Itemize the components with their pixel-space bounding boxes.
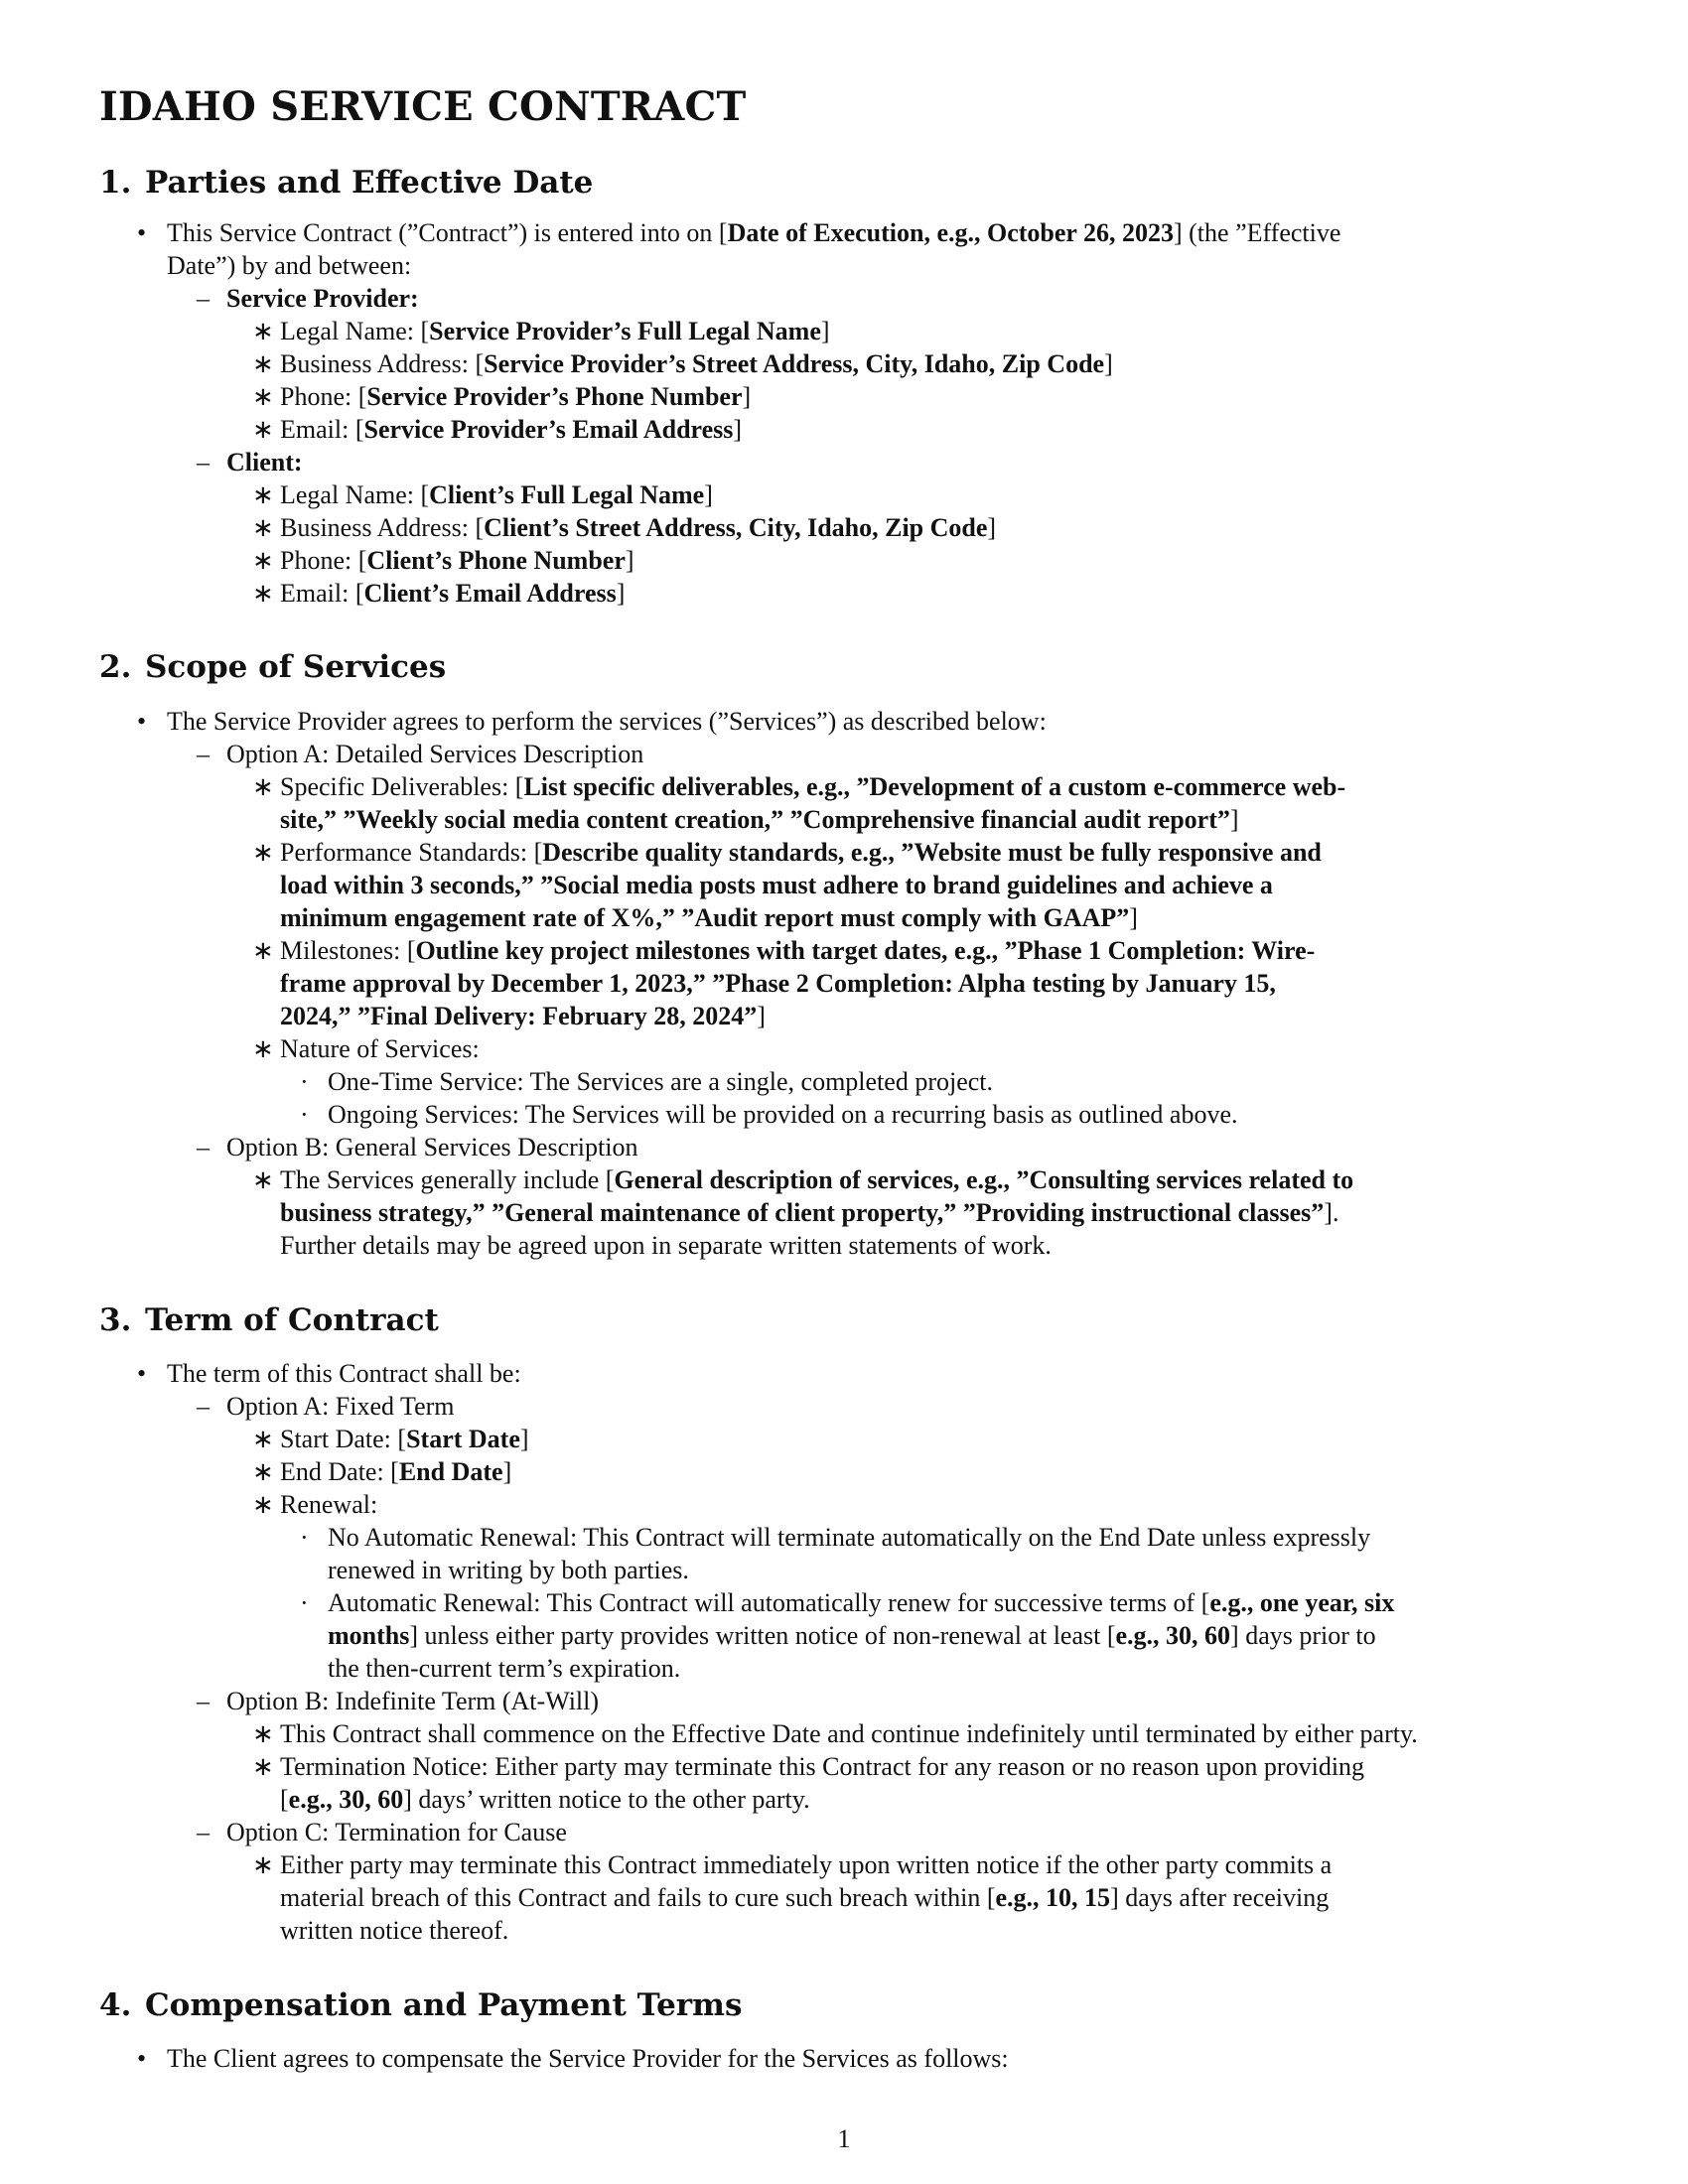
provider-email: ∗ Email: [Service Provider’s Email Address] (252, 415, 743, 444)
service-provider-label: Service Provider: (226, 284, 419, 313)
client-email: ∗ Email: [Client’s Email Address] (252, 579, 626, 608)
list-item: – Option C: Termination for Cause (197, 1818, 567, 1846)
end-date-item: ∗ End Date: [End Date] (252, 1457, 512, 1486)
provider-legal-name: ∗ Legal Name: [Service Provider’s Full Legal Name] (252, 317, 830, 345)
bullet-marker: • (137, 218, 147, 247)
client-phone: ∗ Phone: [Client’s Phone Number] (252, 546, 634, 575)
list-item: – Option A: Fixed Term (197, 1392, 455, 1421)
list-item: • This Service Contract (”Contract”) is entered into on [Date of Execution, e.g., October 26, 2023] (the ”Effective (167, 216, 1589, 249)
ongoing-services-item: · Ongoing Services: The Services will be provided on a recurring basis as outlined above. (300, 1100, 1238, 1129)
section-3-heading: 3. Term of Contract (99, 1302, 439, 1338)
document-page (99, 0, 1589, 2184)
deliverables-item: ∗ Specific Deliverables: [List specific deliverables, e.g., ”Development of a custom e-commerce web- (252, 772, 1346, 801)
section-number: 1. (99, 165, 132, 201)
section-title: Parties and Effective Date (145, 165, 594, 201)
automatic-renewal-item: · Automatic Renewal: This Contract will automatically renew for successive terms of [e.g., one year, six (300, 1588, 1395, 1617)
renewal-item: ∗ Renewal: (252, 1490, 378, 1519)
milestones-continuation: 2024,” ”Final Delivery: February 28, 2024”] (280, 1002, 766, 1030)
performance-continuation: load within 3 seconds,” ”Social media posts must adhere to brand guidelines and achieve a (280, 871, 1273, 899)
termination-for-cause-item: ∗ Either party may terminate this Contract immediately upon written notice if the other party commits a (252, 1850, 1333, 1879)
list-item: – Client: (197, 448, 303, 477)
provider-phone: ∗ Phone: [Service Provider’s Phone Number] (252, 382, 752, 411)
list-item: – Service Provider: (197, 284, 419, 313)
milestones-item: ∗ Milestones: [Outline key project milestones with target dates, e.g., ”Phase 1 Completion: Wire- (252, 936, 1316, 965)
list-item: – Option B: General Services Description (197, 1133, 638, 1161)
one-time-service-item: · One-Time Service: The Services are a single, completed project. (300, 1067, 994, 1096)
list-item: – Option A: Detailed Services Description (197, 740, 644, 768)
provider-business-address: ∗ Business Address: [Service Provider’s Street Address, City, Idaho, Zip Code] (252, 349, 1113, 378)
document-title: IDAHO SERVICE CONTRACT (99, 83, 747, 130)
client-business-address: ∗ Business Address: [Client’s Street Address, City, Idaho, Zip Code] (252, 513, 997, 542)
termination-notice-continuation: [e.g., 30, 60] days’ written notice to the other party. (280, 1785, 810, 1814)
section-1-heading (99, 165, 593, 201)
client-legal-name: ∗ Legal Name: [Client’s Full Legal Name] (252, 480, 713, 509)
termination-for-cause-continuation: written notice thereof. (280, 1916, 509, 1945)
page-number: 1 (837, 2124, 851, 2153)
general-services-item: ∗ The Services generally include [General description of services, e.g., ”Consulting services related to (252, 1165, 1354, 1194)
list-item: • The Client agrees to compensate the Service Provider for the Services as follows: (137, 2044, 1009, 2073)
general-services-continuation: Further details may be agreed upon in separate written statements of work. (280, 1231, 1052, 1260)
deliverables-continuation: site,” ”Weekly social media content creation,” ”Comprehensive financial audit report”] (280, 805, 1239, 834)
section-4-heading: 4. Compensation and Payment Terms (99, 1987, 743, 2023)
list-item: • The Service Provider agrees to perform the services (”Services”) as described below: (137, 707, 1047, 736)
list-item: • The term of this Contract shall be: (137, 1359, 521, 1388)
no-automatic-renewal-continuation: renewed in writing by both parties. (328, 1556, 689, 1584)
nature-of-services-item: ∗ Nature of Services: (252, 1034, 480, 1063)
general-services-continuation: business strategy,” ”General maintenance of client property,” ”Providing instructional classes”]. (280, 1198, 1339, 1227)
list-item-continuation: Date”) by and between: (167, 251, 412, 280)
no-automatic-renewal-item: · No Automatic Renewal: This Contract will terminate automatically on the End Date unless expressly (300, 1523, 1371, 1552)
performance-standards-item: ∗ Performance Standards: [Describe quality standards, e.g., ”Website must be fully responsive and (252, 838, 1322, 867)
performance-continuation: minimum engagement rate of X%,” ”Audit report must comply with GAAP”] (280, 903, 1138, 932)
list-item: – Option B: Indefinite Term (At-Will) (197, 1687, 600, 1715)
client-label: Client: (226, 448, 303, 477)
termination-notice-item: ∗ Termination Notice: Either party may terminate this Contract for any reason or no reason upon providing (252, 1752, 1365, 1781)
commence-item: ∗ This Contract shall commence on the Effective Date and continue indefinitely until terminated by either party. (252, 1719, 1418, 1748)
milestones-continuation: frame approval by December 1, 2023,” ”Phase 2 Completion: Alpha testing by January 15, (280, 969, 1276, 998)
automatic-renewal-continuation: months] unless either party provides written notice of non-renewal at least [e.g., 30, 60] days prior to (328, 1621, 1376, 1650)
section-2-heading: 2. Scope of Services (99, 649, 447, 685)
start-date-item: ∗ Start Date: [Start Date] (252, 1425, 529, 1453)
termination-for-cause-continuation: material breach of this Contract and fails to cure such breach within [e.g., 10, 15] days after receiving (280, 1883, 1330, 1912)
automatic-renewal-continuation: the then-current term’s expiration. (328, 1654, 681, 1683)
